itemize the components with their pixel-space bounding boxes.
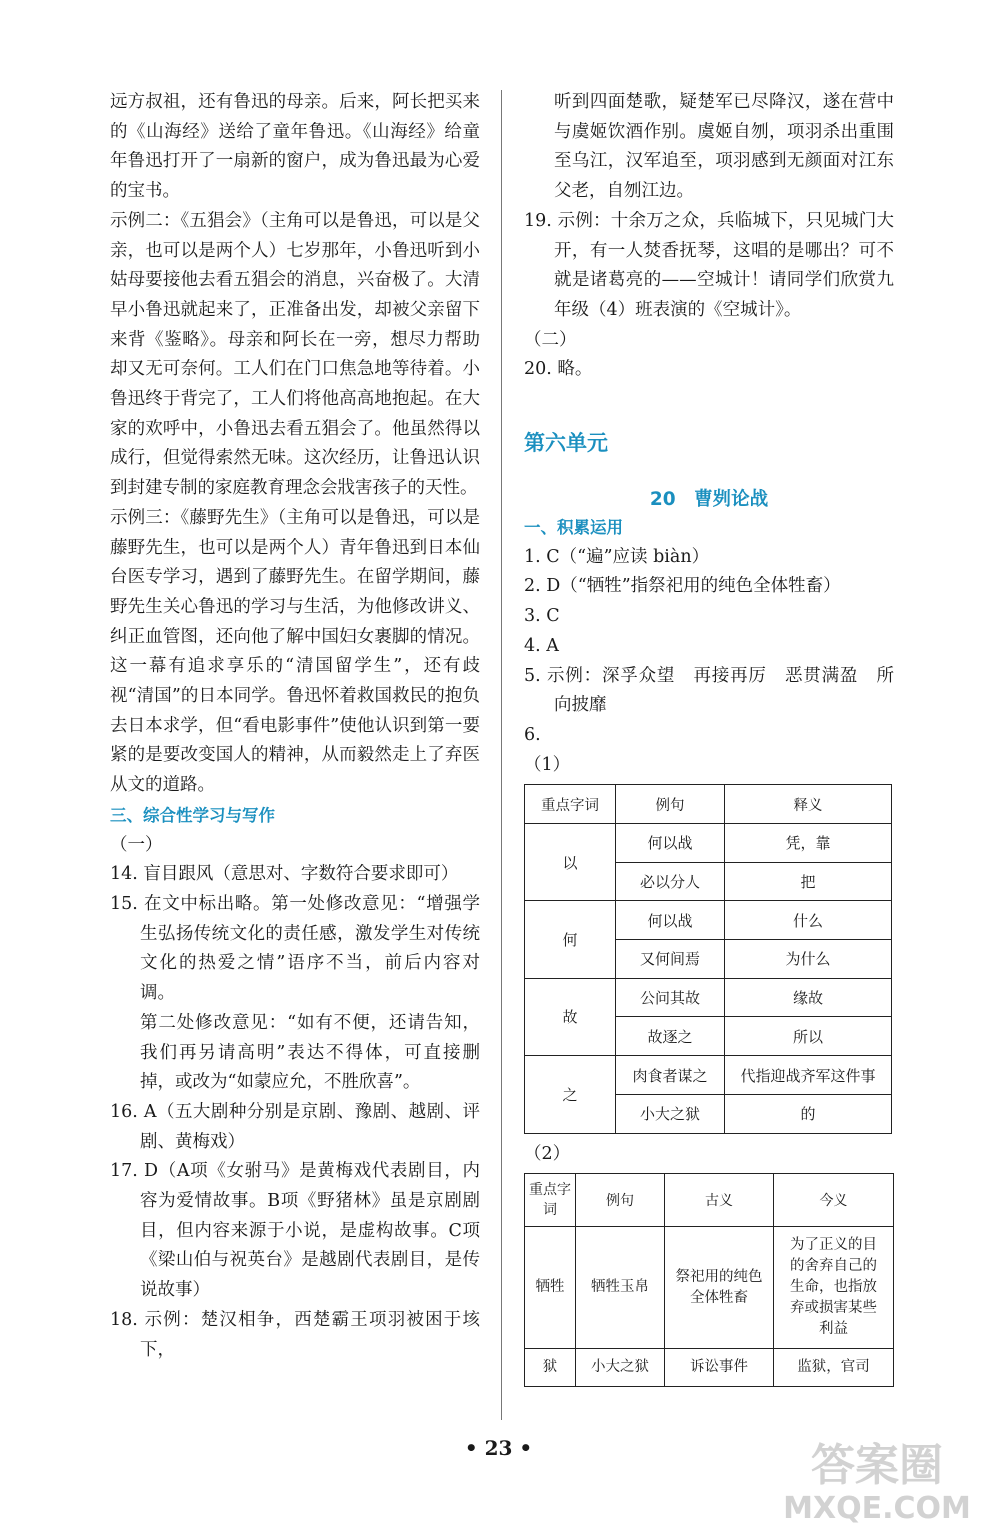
paragraph-example-2: 示例二：《五猖会》（主角可以是鲁迅，可以是父亲，也可以是两个人）七岁那年，小鲁迅听到小姑母要接他去看五猖会的消息，兴奋极了。大清早小鲁迅就起来了，正准备出发，却被父亲留下来背《鉴略》。母亲和阿长在一旁，想尽力帮助却又无可奈何。工人们在门口焦急地等待着。小鲁迅终于背完了，工人们将他高高地抱起。在大家的欢呼中，小鲁迅去看五猖会了。他虽然得以成行，但觉得索然无味。这次经历，让鲁迅认识到封建专制的家庭教育理念会戕害孩子的天性。 bbox=[110, 210, 480, 499]
section-heading-3: 三、综合性学习与写作 bbox=[110, 805, 275, 825]
example-cell: 小大之狱 bbox=[616, 1094, 725, 1133]
answer-17: 17. D（A项《女驸马》是黄梅戏代表剧目，内容为爱情故事。B项《野猪林》虽是京剧剧目，但内容来源于小说，是虚构故事。C项《梁山伯与祝英台》是越剧代表剧目，是传说故事） bbox=[110, 1161, 480, 1301]
vocab-table-2 bbox=[524, 1173, 894, 1387]
table-row bbox=[525, 978, 892, 1017]
example-cell: 小大之狱 bbox=[576, 1349, 665, 1387]
example-cell: 必以分人 bbox=[616, 862, 725, 901]
meaning-cell: 把 bbox=[725, 862, 892, 901]
answer-18-cont: 听到四面楚歌，疑楚军已尽降汉，遂在营中与虞姬饮酒作别。虞姬自刎，项羽杀出重围至乌江，汉军追至，项羽感到无颜面对江东父老，自刎江边。 bbox=[554, 92, 894, 202]
example-cell: 何以战 bbox=[616, 824, 725, 863]
table-row bbox=[525, 1227, 894, 1349]
sub-label-1: （1） bbox=[524, 754, 571, 775]
header-example: 例句 bbox=[576, 1174, 665, 1227]
lesson-title: 20 曹刿论战 bbox=[649, 489, 769, 511]
paragraph-example-3: 示例三：《藤野先生》（主角可以是鲁迅，可以是藤野先生，也可以是两个人）青年鲁迅到日本仙台医专学习，遇到了藤野先生。在留学期间，藤野先生关心鲁迅的学习与生活，为他修改讲义、纠正血管图，还向他了解中国妇女裹脚的情况。这一幕有追求享乐的“清国留学生”，还有歧视“清国”的日本同学。鲁迅怀着救国救民的抱负去日本求学，但“看电影事件”使他认识到第一要紧的是要改变国人的精神，从而毅然走上了弃医从文的道路。 bbox=[110, 507, 480, 796]
meaning-cell: 为什么 bbox=[725, 940, 892, 979]
part-label-1: （一） bbox=[110, 834, 163, 855]
answer-18: 18. 示例：楚汉相争，西楚霸王项羽被困于垓下， bbox=[110, 1309, 480, 1360]
answer-2: 2. D（“牺牲”指祭祀用的纯色全体牲畜） bbox=[524, 576, 841, 597]
table-row bbox=[525, 901, 892, 940]
table-header-row bbox=[525, 1174, 894, 1227]
part-label-2: （二） bbox=[524, 329, 577, 350]
keyword-cell: 故 bbox=[525, 978, 616, 1055]
watermark-url-text: MXQE.COM bbox=[783, 1491, 971, 1526]
answer-5: 5. 示例：深孚众望 再接再厉 恶贯满盈 所向披靡 bbox=[524, 665, 894, 716]
example-cell: 公问其故 bbox=[616, 978, 725, 1017]
keyword-cell: 狱 bbox=[525, 1349, 576, 1387]
header-keyword: 重点字词 bbox=[525, 1174, 576, 1227]
watermark-logo bbox=[777, 1418, 977, 1528]
modern-meaning-cell: 为了正义的目的舍弃自己的生命，也指放弃或损害某些利益 bbox=[774, 1227, 894, 1349]
example-cell: 故逐之 bbox=[616, 1017, 725, 1056]
meaning-cell: 所以 bbox=[725, 1017, 892, 1056]
header-meaning: 释义 bbox=[725, 785, 892, 824]
answer-3: 3. C bbox=[524, 606, 560, 627]
keyword-cell: 以 bbox=[525, 824, 616, 901]
example-cell: 何以战 bbox=[616, 901, 725, 940]
answer-15: 15. 在文中标出略。第一处修改意见：“增强学生弘扬传统文化的责任感，激发学生对传统文化的热爱之情”语序不当，前后内容对调。 bbox=[110, 893, 480, 1004]
header-keyword: 重点字词 bbox=[525, 785, 616, 824]
meaning-cell: 凭，靠 bbox=[725, 824, 892, 863]
page-number: • 23 • bbox=[464, 1436, 533, 1460]
vocab-table-1 bbox=[524, 784, 892, 1133]
column-divider bbox=[501, 90, 502, 1420]
header-example: 例句 bbox=[616, 785, 725, 824]
watermark-logo-text: 答案圈 bbox=[811, 1440, 943, 1491]
right-column bbox=[524, 88, 894, 1393]
paragraph-continuation: 远方叔祖，还有鲁迅的母亲。后来，阿长把买来的《山海经》送给了童年鲁迅。《山海经》给童年鲁迅打开了一扇新的窗户，成为鲁迅最为心爱的宝书。 bbox=[110, 92, 480, 202]
meaning-cell: 什么 bbox=[725, 901, 892, 940]
header-modern-meaning: 今义 bbox=[774, 1174, 894, 1227]
answer-4: 4. A bbox=[524, 635, 559, 656]
keyword-cell: 之 bbox=[525, 1056, 616, 1133]
keyword-cell: 牺牲 bbox=[525, 1227, 576, 1349]
meaning-cell: 的 bbox=[725, 1094, 892, 1133]
sub-label-2: （2） bbox=[524, 1143, 571, 1164]
section-heading-1: 一、积累运用 bbox=[524, 518, 623, 538]
table-header-row bbox=[525, 785, 892, 824]
answer-15-cont: 第二处修改意见：“如有不便，还请告知，我们再另请高明”表达不得体，可直接删掉，或改为“如蒙应允，不胜欣喜”。 bbox=[140, 1012, 480, 1093]
meaning-cell: 代指迎战齐军这件事 bbox=[725, 1056, 892, 1095]
answer-6: 6. bbox=[524, 724, 541, 745]
ancient-meaning-cell: 祭祀用的纯色全体牲畜 bbox=[665, 1227, 774, 1349]
left-column bbox=[110, 88, 480, 1365]
table-row bbox=[525, 824, 892, 863]
table-row bbox=[525, 1349, 894, 1387]
modern-meaning-cell: 监狱，官司 bbox=[774, 1349, 894, 1387]
keyword-cell: 何 bbox=[525, 901, 616, 978]
answer-19: 19. 示例：十余万之众，兵临城下，只见城门大开，有一人焚香抚琴，这唱的是哪出？可不就是诸葛亮的——空城计！请同学们欣赏九年级（4）班表演的《空城计》。 bbox=[524, 210, 894, 320]
answer-14: 14. 盲目跟风（意思对、字数符合要求即可） bbox=[110, 864, 459, 885]
meaning-cell: 缘故 bbox=[725, 978, 892, 1017]
example-cell: 肉食者谋之 bbox=[616, 1056, 725, 1095]
table-row bbox=[525, 1056, 892, 1095]
example-cell: 牺牲玉帛 bbox=[576, 1227, 665, 1349]
ancient-meaning-cell: 诉讼事件 bbox=[665, 1349, 774, 1387]
unit-title: 第六单元 bbox=[524, 431, 608, 456]
header-ancient-meaning: 古义 bbox=[665, 1174, 774, 1227]
example-cell: 又何间焉 bbox=[616, 940, 725, 979]
answer-1: 1. C（“遍”应读 biàn） bbox=[524, 546, 710, 567]
answer-20: 20. 略。 bbox=[524, 359, 593, 380]
answer-16: 16. A（五大剧种分别是京剧、豫剧、越剧、评剧、黄梅戏） bbox=[110, 1101, 480, 1152]
